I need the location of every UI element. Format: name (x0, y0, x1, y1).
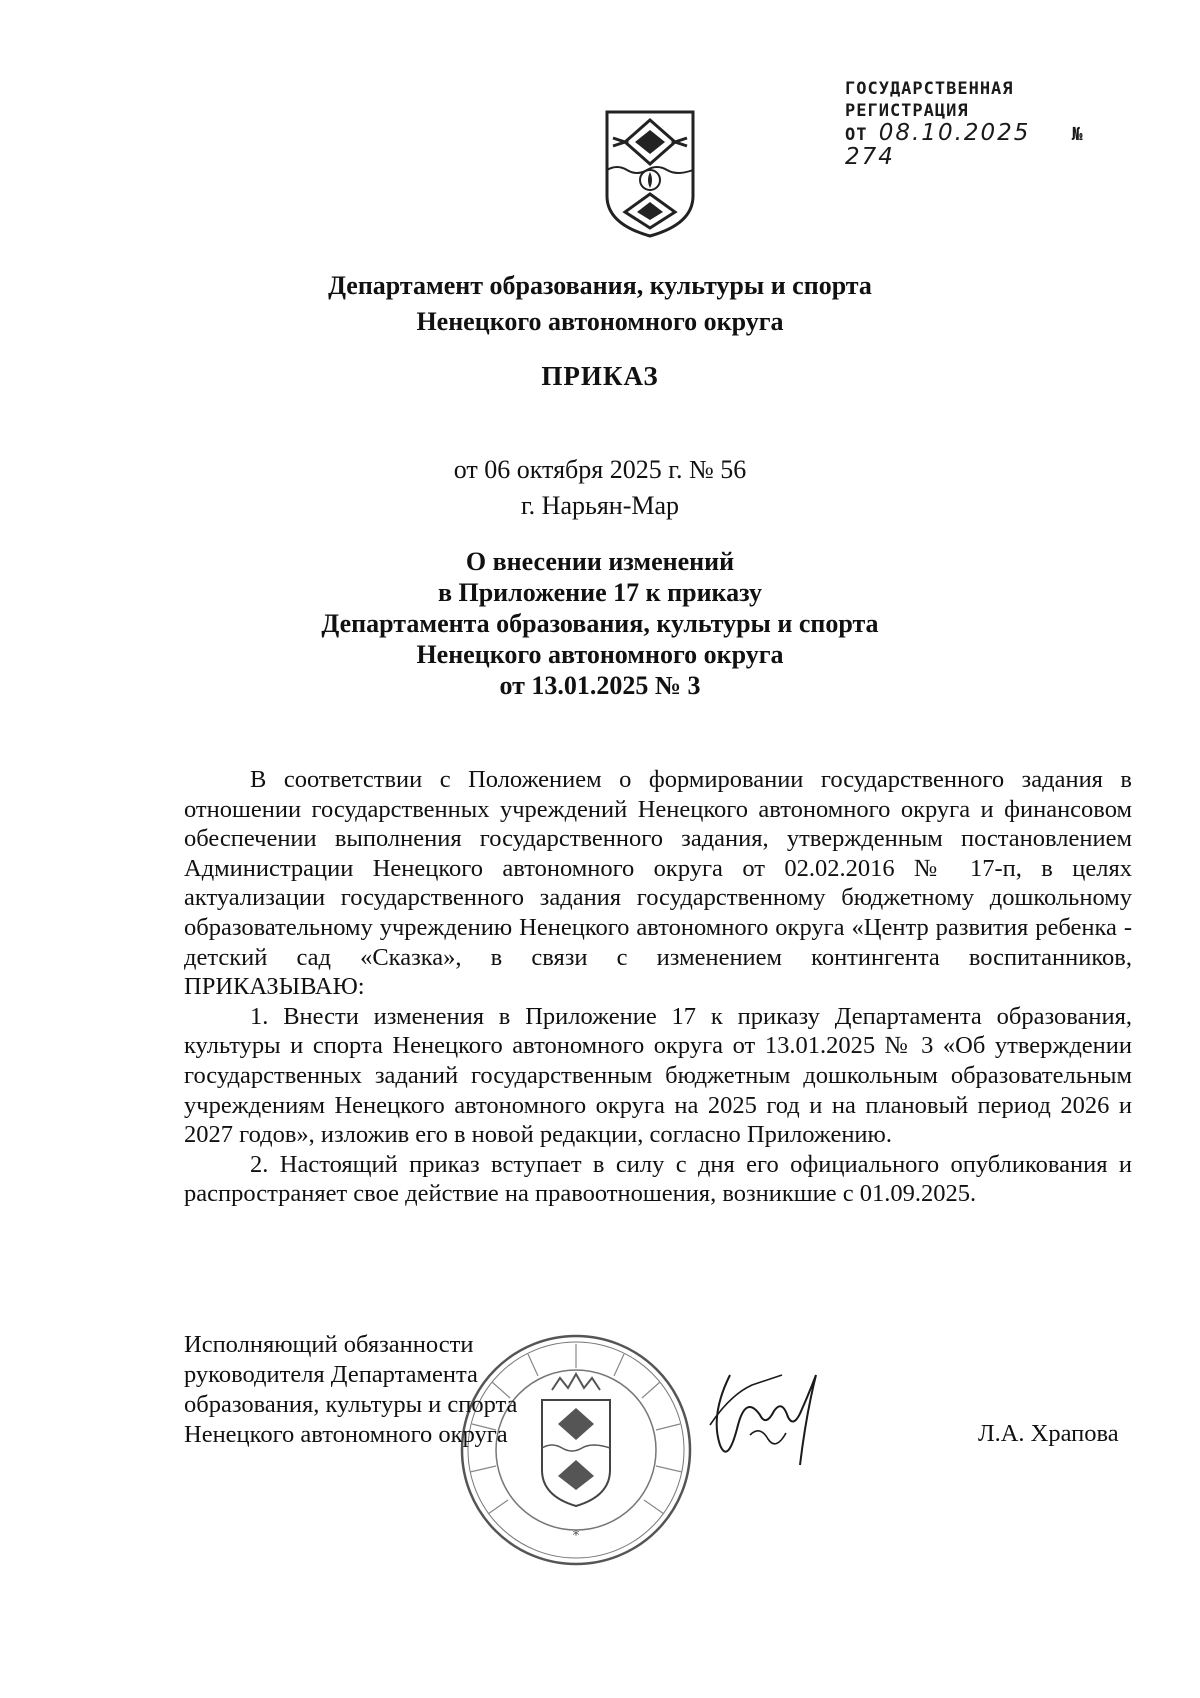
order-date-block (0, 452, 1200, 524)
signatory-title-2: руководителя Департамента (184, 1361, 478, 1388)
signatory-title-1: Исполняющий обязанности (184, 1331, 474, 1358)
registration-date-prefix: ОТ (845, 125, 868, 145)
registration-date: 08.10.2025 (878, 120, 1031, 146)
registration-stamp (845, 78, 1105, 170)
department-line-2: Ненецкого автономного округа (416, 307, 784, 336)
coat-of-arms-icon (603, 108, 697, 240)
registration-label-2: РЕГИСТРАЦИЯ (845, 101, 969, 121)
registration-date-line (845, 122, 1105, 170)
order-date-number: от 06 октября 2025 г. № 56 (453, 455, 747, 484)
subject-line-4: Ненецкого автономного округа (416, 640, 784, 669)
order-item-2: 2. Настоящий приказ вступает в силу с дня его официального опубликования и распространяет свое действие на правоотношения, возникшие с 01.09.2025. (184, 1150, 1132, 1208)
signatory-name: Л.А. Храпова (978, 1420, 1119, 1447)
order-body (184, 765, 1132, 1209)
department-header (0, 268, 1200, 340)
handwritten-signature-icon (690, 1355, 840, 1485)
signatory-title-4: Ненецкого автономного округа (184, 1421, 508, 1448)
order-subject (0, 546, 1200, 701)
document-type: ПРИКАЗ (541, 361, 659, 391)
svg-text:*: * (572, 1528, 580, 1544)
registration-label-1: ГОСУДАРСТВЕННАЯ (845, 79, 1014, 99)
registration-number-sign: № (1071, 124, 1084, 145)
signature-block (184, 1330, 517, 1450)
signatory-title-3: образования, культуры и спорта (184, 1391, 518, 1418)
preamble-paragraph: В соответствии с Положением о формировании государственного задания в отношении государственных учреждений Ненецкого автономного округа и финансовом обеспечении выполнения государственного задания, утвержденным постановлением Администрации Ненецкого автономного округа от 02.02.2016 № 17-п, в целях актуализации государственного задания государственному бюджетному дошкольному образовательному учреждению Ненецкого автономного округа «Центр развития ребенка - детский сад «Сказка», в связи с изменением контингента воспитанников, ПРИКАЗЫВАЮ: (184, 766, 1132, 1001)
subject-line-3: Департамента образования, культуры и спорта (321, 609, 879, 638)
registration-number: 274 (845, 144, 895, 170)
order-item-1: 1. Внести изменения в Приложение 17 к приказу Департамента образования, культуры и спорта Ненецкого автономного округа от 13.01.2025 № 3 «Об утверждении государственных заданий государственным бюджетным дошкольным образовательным учреждениям Ненецкого автономного округа на 2025 год и на плановый период 2026 и 2027 годов», изложив его в новой редакции, согласно Приложению. (184, 1002, 1132, 1149)
department-line-1: Департамент образования, культуры и спорта (328, 271, 872, 300)
subject-line-2: в Приложение 17 к приказу (437, 578, 763, 607)
subject-line-1: О внесении изменений (465, 547, 735, 576)
subject-line-5: от 13.01.2025 № 3 (499, 671, 701, 700)
order-city: г. Нарьян-Мар (520, 491, 680, 520)
